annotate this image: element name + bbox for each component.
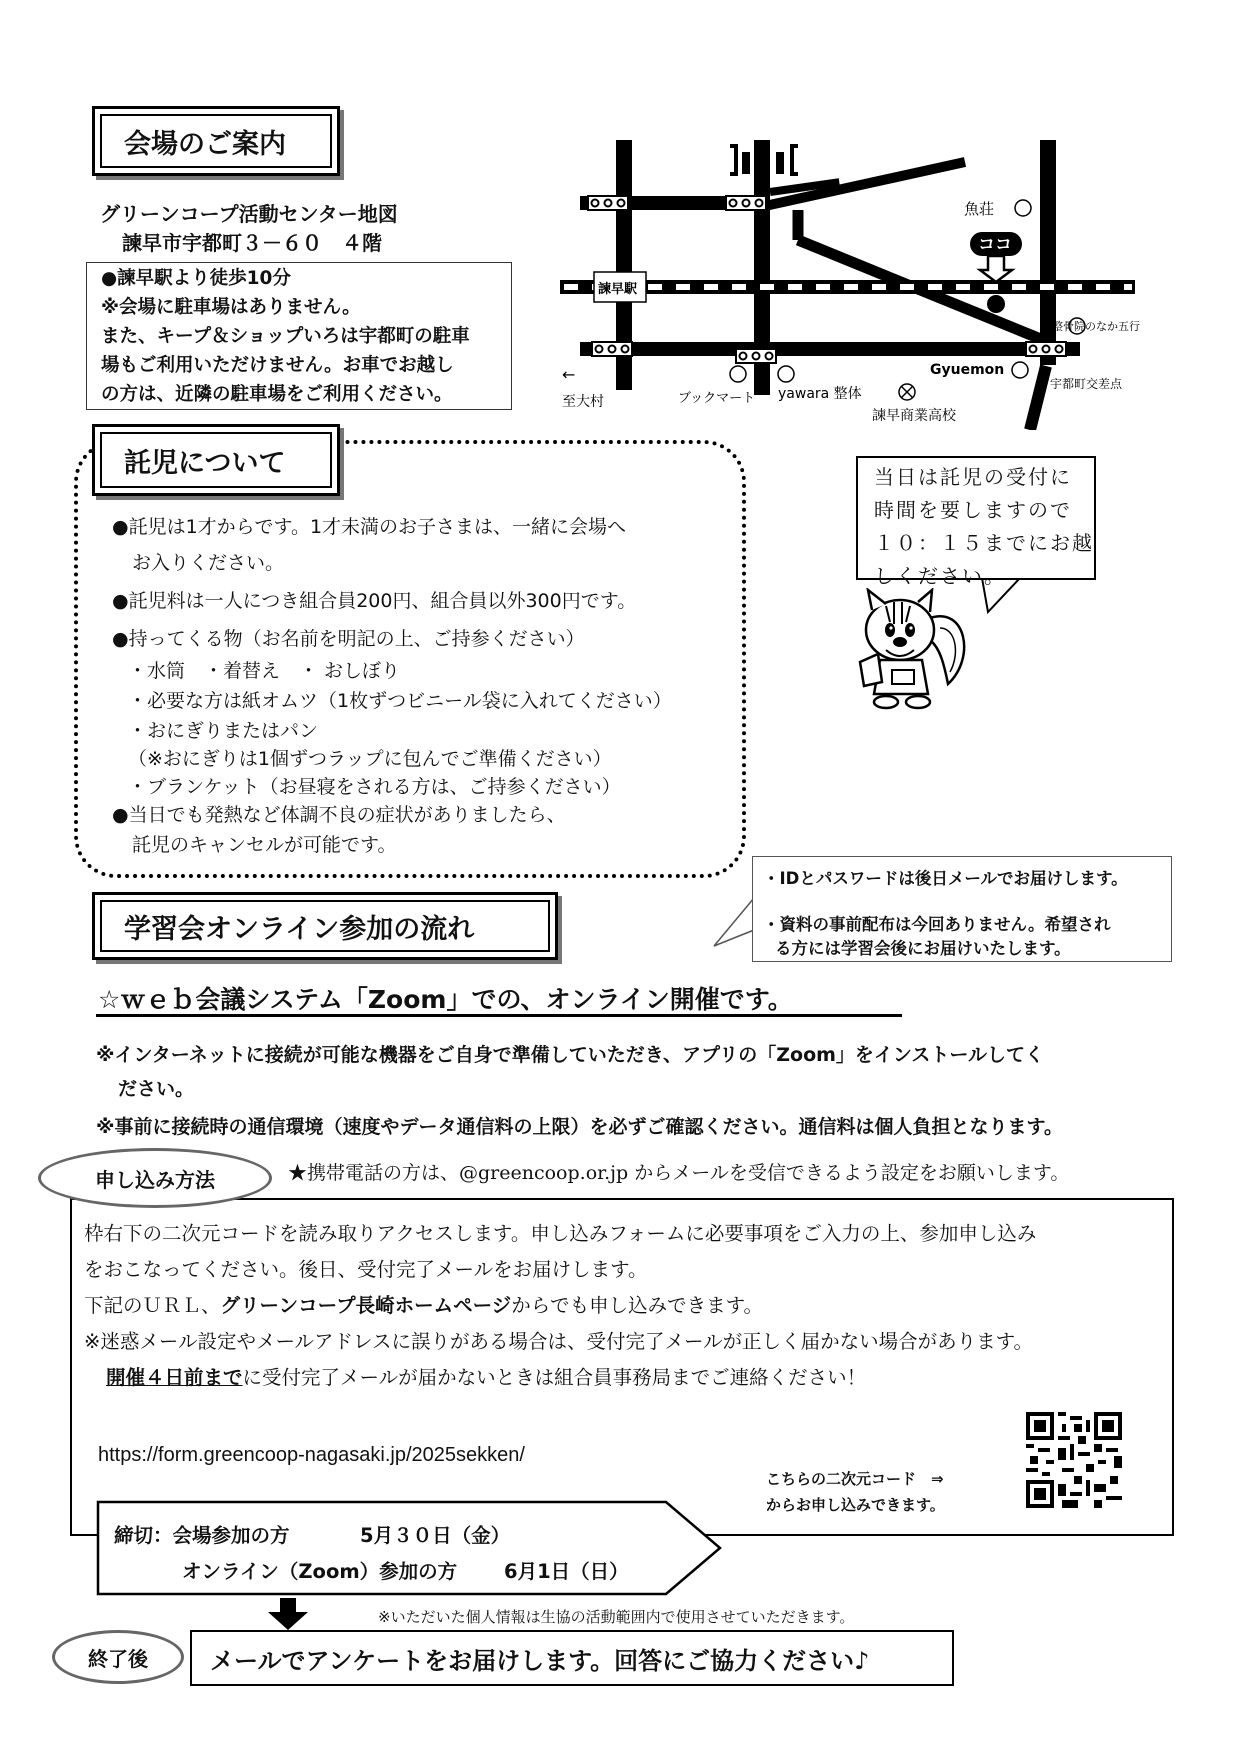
- map-road: [580, 342, 1080, 356]
- deadline-online-label: オンライン（Zoom）参加の方: [182, 1560, 458, 1583]
- venue-dot: [987, 295, 1005, 313]
- access-line: ※会場に駐車場はありません。: [101, 297, 361, 318]
- qr-note: こちらの二次元コード ⇒: [766, 1470, 944, 1488]
- west-arrow: ←: [562, 365, 576, 384]
- apply-line-part: からでも申し込みできます。: [511, 1294, 764, 1317]
- childcare-line: ●託児は1才からです。1才未満のお子さまは、一緒に会場へ: [112, 516, 627, 538]
- apply-line-part: 下記のＵＲＬ、: [84, 1294, 221, 1317]
- access-line: ●諫早駅より徒歩10分: [101, 268, 291, 289]
- apply-line: をおこなってください。後日、受付完了メールをお届けします。: [84, 1258, 648, 1281]
- childcare-heading: 託児について: [100, 432, 332, 488]
- venue-heading: 会場のご案内: [100, 114, 332, 168]
- yawara-marker: [778, 366, 794, 382]
- childcare-line: ●託児料は一人につき組合員200円、組合員以外300円です。: [112, 590, 637, 612]
- traffic-signal: [736, 349, 776, 363]
- childcare-line: ・必要な方は紙オムツ（1枚ずつビニール袋に入れてください）: [128, 690, 672, 712]
- deadline-online-date: 6月1日（日）: [504, 1560, 629, 1583]
- station-label: 諫早駅: [598, 282, 638, 297]
- apply-line-bold: グリーンコープ長崎ホームページ: [220, 1294, 512, 1317]
- online-note: ※インターネットに接続が可能な機器をご自身で準備していただき、アプリの「Zoom」をインストールしてく: [96, 1044, 1044, 1066]
- childcare-note-bubble: [856, 456, 1096, 588]
- gyuemon-label: Gyuemon: [930, 362, 1005, 378]
- traffic-signal: [726, 196, 766, 210]
- qr-note: からお申し込みできます。: [766, 1496, 945, 1514]
- apply-line: 枠右下の二次元コードを読み取りアクセスします。申し込みフォームに必要事項をご入力の上、参加申し込み: [84, 1222, 1037, 1245]
- online-title: ☆ｗｅｂ会議システム「Zoom」での、オンライン開催です。: [98, 985, 793, 1014]
- childcare-heading-box: [92, 424, 340, 496]
- down-arrow-icon: [264, 1598, 312, 1632]
- online-heading-box: [92, 892, 558, 960]
- note-line: 当日は託児の受付に: [874, 465, 1072, 489]
- uosou-marker: [1015, 200, 1031, 216]
- childcare-line: ●持ってくる物（お名前を明記の上、ご持参ください）: [112, 628, 585, 650]
- koko-arrow: [980, 256, 1012, 282]
- privacy-note: ※いただいた個人情報は生協の活動範囲内で使用させていただきます。: [378, 1608, 855, 1626]
- apply-url-link[interactable]: https://form.greencoop-nagasaki.jp/2025sekken/: [98, 1444, 525, 1466]
- bookmart-label: ブックマート: [678, 391, 756, 406]
- traffic-signal: [592, 342, 632, 356]
- id-note-line: る方には学習会後にお届けいたします。: [775, 939, 1071, 958]
- map-bridge: [776, 152, 784, 174]
- after-box: メールでアンケートをお届けします。回答にご協力ください♪: [190, 1630, 954, 1686]
- intersection-label: 宇都町交差点: [1050, 377, 1123, 391]
- apply-line-bold: 開催４日前まで: [106, 1366, 243, 1389]
- seikotsu-label: 整骨院のなか五行: [1052, 320, 1140, 333]
- apply-line-part: に受付完了メールが届かないときは組合員事務局までご連絡ください！: [242, 1366, 867, 1389]
- squirrel-mascot-icon: [848, 588, 978, 710]
- qr-code-icon[interactable]: [1026, 1412, 1122, 1508]
- map-road: [1030, 366, 1046, 430]
- childcare-line: ・水筒 ・着替え ・ おしぼり: [128, 660, 401, 682]
- childcare-line: 託児のキャンセルが可能です。: [132, 834, 397, 856]
- note-line: しください。: [874, 564, 1006, 588]
- map-bridge: [742, 152, 750, 174]
- apply-tag: 申し込み方法: [38, 1148, 272, 1208]
- apply-line: [84, 1290, 763, 1318]
- note-line: １０：１５までにお越: [874, 531, 1094, 555]
- gyuemon-marker: [1012, 362, 1028, 378]
- bookmart-marker: [730, 366, 746, 382]
- venue-map: [550, 130, 1150, 430]
- access-line: の方は、近隣の駐車場をご利用ください。: [101, 384, 453, 405]
- apply-line: ※迷惑メール設定やメールアドレスに誤りがある場合は、受付完了メールが正しく届かない場合があります。: [84, 1330, 1034, 1353]
- apply-line: [106, 1362, 866, 1390]
- mobile-note: ★携帯電話の方は、@greencoop.or.jp からメールを受信できるよう設定をお願いします。: [288, 1162, 1070, 1184]
- childcare-line: ・おにぎりまたはパン: [128, 720, 319, 742]
- note-line: 時間を要しますので: [874, 498, 1072, 522]
- childcare-line: ●当日でも発熱など体調不良の症状がありましたら、: [112, 804, 566, 826]
- online-note: ※事前に接続時の通信環境（速度やデータ通信料の上限）を必ずご確認ください。通信料は個人負担となります。: [96, 1116, 1063, 1138]
- yawara-label: yawara 整体: [778, 386, 862, 402]
- center-name: グリーンコープ活動センター地図: [100, 202, 398, 226]
- childcare-line: ・ブランケット（お昼寝をされる方は、ご持参ください）: [128, 776, 621, 798]
- id-note-line: ・IDとパスワードは後日メールでお届けします。: [763, 869, 1128, 888]
- childcare-line: （※おにぎりは1個ずつラップに包んでご準備ください）: [128, 748, 612, 770]
- access-box: [86, 262, 512, 410]
- online-title-underline: [96, 1014, 902, 1017]
- online-note: ださい。: [118, 1078, 195, 1100]
- id-note-bubble: [752, 856, 1172, 962]
- traffic-signal: [1026, 342, 1066, 356]
- id-bubble-tail: [712, 896, 756, 954]
- after-tag: 終了後: [52, 1630, 184, 1684]
- childcare-line: お入りください。: [132, 552, 285, 574]
- map-road: [765, 162, 965, 206]
- online-heading: 学習会オンライン参加の流れ: [100, 900, 550, 952]
- id-note-line: ・資料の事前配布は今回ありません。希望され: [763, 915, 1111, 934]
- venue-address: 諫早市宇都町３－６０ ４階: [122, 231, 382, 255]
- traffic-signal: [588, 196, 628, 210]
- deadline-venue-date: 5月３０日（金）: [360, 1524, 511, 1547]
- venue-heading-box: [92, 106, 340, 176]
- deadline-label: 締切：会場参加の方: [114, 1524, 290, 1547]
- uosou-label: 魚荘: [964, 200, 995, 218]
- school-label: 諫早商業高校: [872, 408, 956, 424]
- oomura-label: 至大村: [562, 394, 604, 410]
- koko-label: ココ: [978, 235, 1012, 255]
- access-line: また、キープ＆ショップいろは宇都町の駐車: [101, 326, 470, 347]
- access-line: 場もご利用いただけません。お車でお越し: [101, 355, 454, 376]
